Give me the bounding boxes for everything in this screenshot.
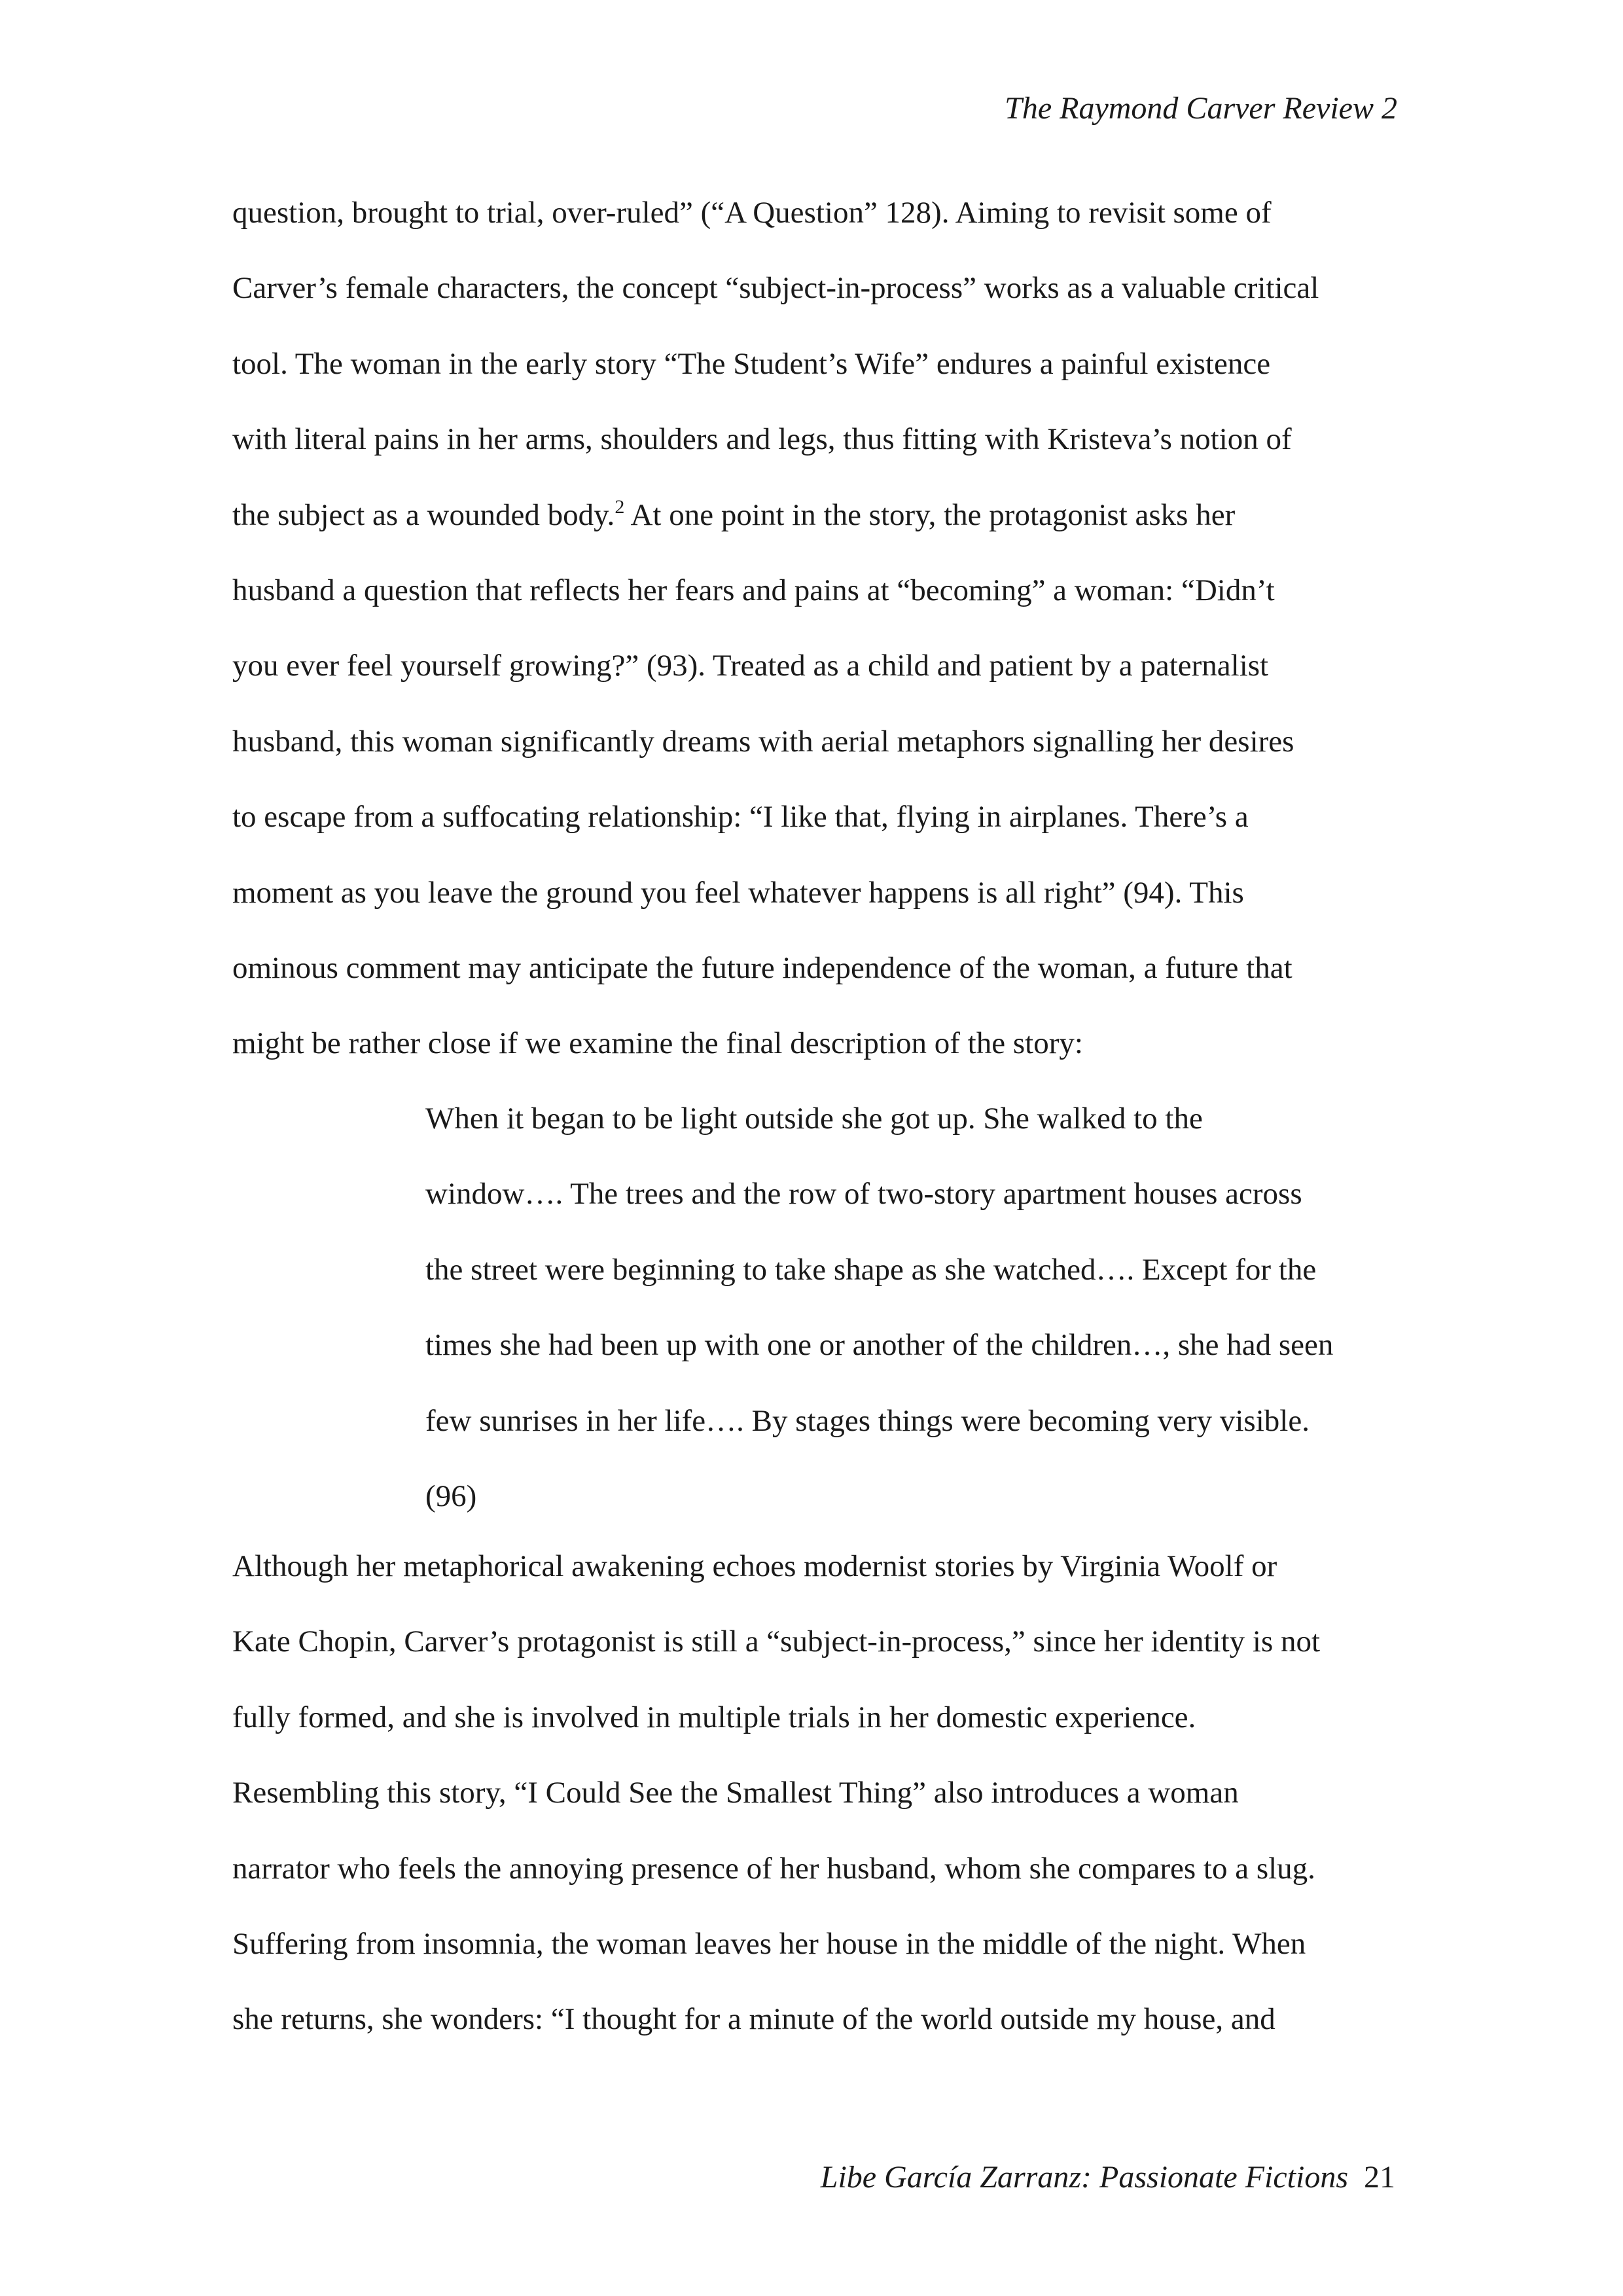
text-line: ominous comment may anticipate the future independence of the woman, a future that: [232, 950, 1293, 985]
text-line: husband, this woman significantly dreams with aerial metaphors signalling her desires: [232, 724, 1294, 759]
quote-line: When it began to be light outside she got up. She walked to the: [425, 1102, 1203, 1136]
quote-citation: (96): [425, 1479, 477, 1513]
text-segment: At one point in the story, the protagonist asks her: [624, 497, 1236, 532]
text-line: tool. The woman in the early story “The Student’s Wife” endures a painful existence: [232, 346, 1271, 381]
text-segment: the subject as a wounded body.: [232, 497, 615, 532]
running-header: The Raymond Carver Review 2: [1005, 91, 1397, 126]
text-line: you ever feel yourself growing?” (93). Treated as a child and patient by a paternalist: [232, 649, 1269, 683]
text-line: with literal pains in her arms, shoulders and legs, thus fitting with Kristeva’s notion of: [232, 422, 1292, 457]
quote-line: times she had been up with one or another of the children…, she had seen: [425, 1328, 1334, 1363]
text-line-with-footnote: [232, 478, 1404, 553]
text-line: Although her metaphorical awakening echoes modernist stories by Virginia Woolf or: [232, 1549, 1277, 1583]
paragraph-body-1: [232, 175, 1404, 1082]
paragraph-body-2: [232, 1529, 1404, 2058]
text-line: she returns, she wonders: “I thought for a minute of the world outside my house, and: [232, 2002, 1275, 2037]
text-line: Resembling this story, “I Could See the Smallest Thing” also introduces a woman: [232, 1776, 1239, 1810]
quote-line: few sunrises in her life…. By stages things were becoming very visible.: [425, 1403, 1310, 1438]
text-line: husband a question that reflects her fears and pains at “becoming” a woman: “Didn’t: [232, 573, 1275, 607]
page-footer: [821, 2162, 1395, 2193]
text-line: Kate Chopin, Carver’s protagonist is still a “subject-in-process,” since her identity is not: [232, 1624, 1321, 1659]
text-line: to escape from a suffocating relationship: “I like that, flying in airplanes. There’s a: [232, 800, 1249, 834]
text-line: narrator who feels the annoying presence of her husband, whom she compares to a slug.: [232, 1851, 1315, 1886]
page-number: 21: [1364, 2160, 1395, 2195]
text-line: might be rather close if we examine the final description of the story:: [232, 1026, 1083, 1061]
text-line: moment as you leave the ground you feel whatever happens is all right” (94). This: [232, 875, 1244, 910]
quote-line: the street were beginning to take shape as she watched…. Except for the: [425, 1252, 1317, 1287]
text-line: Carver’s female characters, the concept “subject-in-process” works as a valuable critical: [232, 271, 1319, 306]
footnote-marker: 2: [615, 495, 625, 518]
block-quote: [425, 1081, 1407, 1534]
quote-line: window…. The trees and the row of two-story apartment houses across: [425, 1177, 1302, 1211]
footer-article-title: Libe García Zarranz: Passionate Fictions: [820, 2160, 1348, 2195]
text-line: fully formed, and she is involved in multiple trials in her domestic experience.: [232, 1700, 1196, 1734]
text-line: Suffering from insomnia, the woman leaves her house in the middle of the night. When: [232, 1926, 1306, 1961]
text-line: question, brought to trial, over-ruled” (“A Question” 128). Aiming to revisit some of: [232, 196, 1272, 230]
